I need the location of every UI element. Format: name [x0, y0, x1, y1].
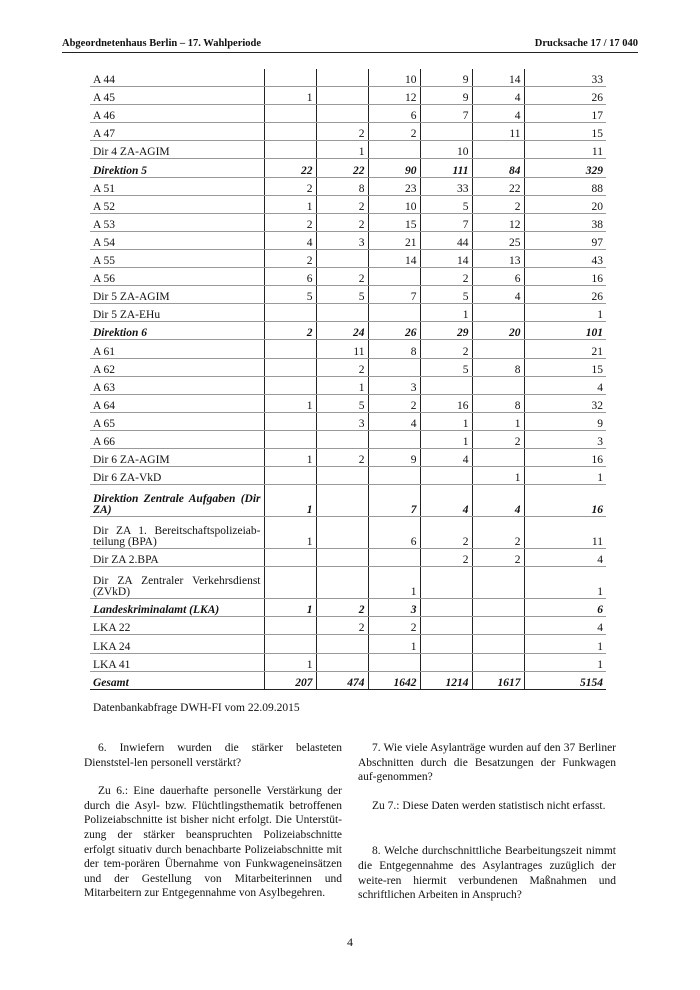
cell-c2: [316, 549, 368, 567]
cell-c2: [316, 485, 368, 517]
cell-c5: [472, 617, 524, 635]
cell-c2: 5: [316, 286, 368, 304]
cell-c5: [472, 567, 524, 599]
cell-c2: 474: [316, 671, 368, 689]
cell-c3: [368, 549, 420, 567]
cell-c2: [316, 635, 368, 653]
cell-c1: [264, 105, 316, 123]
cell-c3: 1: [368, 635, 420, 653]
cell-c5: [472, 599, 524, 617]
cell-c3: 10: [368, 69, 420, 87]
cell-c3: 2: [368, 394, 420, 412]
cell-c3: [368, 430, 420, 448]
cell-c3: 9: [368, 448, 420, 466]
cell-c4: [420, 376, 472, 394]
cell-c6: 15: [524, 358, 606, 376]
cell-c5: [472, 635, 524, 653]
cell-c3: 1: [368, 567, 420, 599]
header-doc-number: Drucksache 17 / 17 040: [534, 38, 638, 49]
cell-c4: 2: [420, 340, 472, 358]
row-label: Dir 5 ZA-EHu: [90, 304, 264, 322]
cell-c1: [264, 141, 316, 159]
answer-7: Zu 7.: Diese Daten werden statistisch nicht erfasst.: [372, 799, 606, 812]
row-label: A 55: [90, 249, 264, 267]
table-row: [90, 485, 606, 517]
row-label: Dir 6 ZA-AGIM: [90, 448, 264, 466]
cell-c4: 14: [420, 249, 472, 267]
table-row: [90, 322, 606, 340]
cell-c3: [368, 304, 420, 322]
cell-c1: [264, 358, 316, 376]
cell-c6: 11: [524, 517, 606, 549]
row-label: A 63: [90, 376, 264, 394]
cell-c3: 14: [368, 249, 420, 267]
cell-c1: [264, 304, 316, 322]
row-label: A 45: [90, 87, 264, 105]
cell-c6: 4: [524, 549, 606, 567]
cell-c4: 2: [420, 549, 472, 567]
cell-c4: [420, 635, 472, 653]
row-label: A 66: [90, 430, 264, 448]
cell-c3: [368, 141, 420, 159]
cell-c5: 2: [472, 195, 524, 213]
cell-c2: [316, 430, 368, 448]
table-row: [90, 69, 606, 87]
row-label: Gesamt: [90, 671, 264, 689]
row-label: Dir 6 ZA-VkD: [90, 467, 264, 485]
cell-c1: 4: [264, 231, 316, 249]
question-7: 7. Wie viele Asylanträge wurden auf den 37 Berliner Abschnitten durch die Besatzungen der Funkwagen auf-genommen?: [358, 742, 616, 784]
cell-c6: 3: [524, 430, 606, 448]
cell-c4: [420, 617, 472, 635]
cell-c1: [264, 567, 316, 599]
cell-c2: 22: [316, 159, 368, 177]
cell-c3: 90: [368, 159, 420, 177]
table-row: [90, 599, 606, 617]
table-row: [90, 123, 606, 141]
cell-c5: 8: [472, 358, 524, 376]
cell-c3: 3: [368, 376, 420, 394]
cell-c2: 2: [316, 599, 368, 617]
header-title: Abgeordnetenhaus Berlin – 17. Wahlperiode: [62, 38, 262, 49]
row-label: A 61: [90, 340, 264, 358]
cell-c3: 2: [368, 123, 420, 141]
cell-c4: 2: [420, 517, 472, 549]
cell-c4: 2: [420, 268, 472, 286]
cell-c2: 2: [316, 123, 368, 141]
table-row: [90, 448, 606, 466]
cell-c6: 16: [524, 485, 606, 517]
cell-c5: 2: [472, 549, 524, 567]
cell-c5: 25: [472, 231, 524, 249]
cell-c3: 26: [368, 322, 420, 340]
table-row: [90, 653, 606, 671]
row-label: A 44: [90, 69, 264, 87]
cell-c1: 207: [264, 671, 316, 689]
table-row: [90, 635, 606, 653]
row-label: LKA 24: [90, 635, 264, 653]
cell-c2: [316, 467, 368, 485]
cell-c3: [368, 358, 420, 376]
cell-c2: 3: [316, 412, 368, 430]
row-label: Dir 4 ZA-AGIM: [90, 141, 264, 159]
table-row: [90, 467, 606, 485]
cell-c6: 1: [524, 467, 606, 485]
cell-c4: [420, 653, 472, 671]
cell-c1: 6: [264, 268, 316, 286]
cell-c2: [316, 653, 368, 671]
row-label: Direktion Zentrale Aufgaben (Dir ZA): [90, 485, 264, 517]
row-label: LKA 41: [90, 653, 264, 671]
cell-c1: [264, 617, 316, 635]
cell-c1: [264, 549, 316, 567]
cell-c5: 4: [472, 286, 524, 304]
row-label: Dir ZA Zentraler Verkehrsdienst (ZVkD): [90, 567, 264, 599]
table-row: [90, 430, 606, 448]
cell-c3: 10: [368, 195, 420, 213]
page-header: [62, 38, 638, 53]
cell-c5: [472, 653, 524, 671]
cell-c1: 22: [264, 159, 316, 177]
cell-c6: 1: [524, 567, 606, 599]
left-column: [84, 741, 342, 901]
cell-c3: 12: [368, 87, 420, 105]
cell-c6: 101: [524, 322, 606, 340]
cell-c2: 8: [316, 177, 368, 195]
table-row: [90, 517, 606, 549]
cell-c6: 1: [524, 653, 606, 671]
cell-c2: 24: [316, 322, 368, 340]
cell-c4: [420, 467, 472, 485]
page-number: 4: [347, 935, 353, 949]
cell-c1: [264, 635, 316, 653]
right-column: [358, 741, 616, 903]
cell-c6: 329: [524, 159, 606, 177]
cell-c5: 11: [472, 123, 524, 141]
cell-c4: 4: [420, 448, 472, 466]
cell-c6: 1: [524, 304, 606, 322]
table-row: [90, 141, 606, 159]
table-row: [90, 177, 606, 195]
row-label: A 65: [90, 412, 264, 430]
cell-c5: 2: [472, 430, 524, 448]
cell-c2: [316, 249, 368, 267]
cell-c4: [420, 123, 472, 141]
cell-c4: 1: [420, 304, 472, 322]
table-row: [90, 671, 606, 689]
cell-c4: 1214: [420, 671, 472, 689]
cell-c2: 11: [316, 340, 368, 358]
cell-c6: 5154: [524, 671, 606, 689]
cell-c2: 2: [316, 195, 368, 213]
table-row: [90, 105, 606, 123]
row-label: A 56: [90, 268, 264, 286]
cell-c4: 4: [420, 485, 472, 517]
row-label: A 53: [90, 213, 264, 231]
cell-c5: 2: [472, 517, 524, 549]
cell-c2: [316, 87, 368, 105]
cell-c1: [264, 69, 316, 87]
row-label: A 64: [90, 394, 264, 412]
cell-c3: [368, 268, 420, 286]
row-label: Dir ZA 2.BPA: [90, 549, 264, 567]
cell-c1: [264, 412, 316, 430]
cell-c4: [420, 599, 472, 617]
cell-c4: 5: [420, 195, 472, 213]
cell-c6: 16: [524, 268, 606, 286]
cell-c1: 1: [264, 517, 316, 549]
cell-c1: 1: [264, 599, 316, 617]
cell-c5: [472, 376, 524, 394]
row-label: Direktion 6: [90, 322, 264, 340]
cell-c6: 21: [524, 340, 606, 358]
table-row: [90, 195, 606, 213]
statistics-table: [90, 69, 606, 690]
row-label: A 51: [90, 177, 264, 195]
table-row: [90, 87, 606, 105]
cell-c1: [264, 430, 316, 448]
cell-c6: 16: [524, 448, 606, 466]
cell-c4: 7: [420, 213, 472, 231]
row-label: LKA 22: [90, 617, 264, 635]
cell-c6: 43: [524, 249, 606, 267]
cell-c5: 8: [472, 394, 524, 412]
cell-c6: 32: [524, 394, 606, 412]
cell-c2: 3: [316, 231, 368, 249]
cell-c6: 97: [524, 231, 606, 249]
table-row: [90, 268, 606, 286]
cell-c4: 1: [420, 430, 472, 448]
question-8: 8. Welche durchschnittliche Bearbeitungszeit nimmt die Entgegennahme des Asylantrages zuzüglich der weite-ren hiermit verbundenen Maßnahmen und schriftlichen Arbeiten in Anspruch?: [358, 845, 616, 902]
cell-c2: [316, 517, 368, 549]
cell-c2: 1: [316, 141, 368, 159]
row-label: A 54: [90, 231, 264, 249]
cell-c6: 33: [524, 69, 606, 87]
question-6: 6. Inwiefern wurden die stärker belasteten Dienststel-len personell verstärkt?: [84, 742, 342, 769]
cell-c2: [316, 304, 368, 322]
row-label: Dir 5 ZA-AGIM: [90, 286, 264, 304]
cell-c1: 1: [264, 87, 316, 105]
cell-c4: 10: [420, 141, 472, 159]
cell-c2: 5: [316, 394, 368, 412]
cell-c5: 84: [472, 159, 524, 177]
cell-c2: 2: [316, 358, 368, 376]
table-row: [90, 231, 606, 249]
cell-c5: 12: [472, 213, 524, 231]
cell-c2: 2: [316, 268, 368, 286]
table-source: Datenbankabfrage DWH-FI vom 22.09.2015: [93, 702, 300, 714]
table-row: [90, 213, 606, 231]
cell-c2: 2: [316, 448, 368, 466]
cell-c3: [368, 467, 420, 485]
table-row: [90, 249, 606, 267]
cell-c3: 4: [368, 412, 420, 430]
cell-c5: 22: [472, 177, 524, 195]
table-row: [90, 549, 606, 567]
cell-c6: 9: [524, 412, 606, 430]
table-row: [90, 358, 606, 376]
cell-c3: 6: [368, 105, 420, 123]
answer-6: Zu 6.: Eine dauerhafte personelle Verstärkung der durch die Asyl- bzw. Flüchtlingsthematik betroffenen Polizeiabschnitte ist bisher nicht erfolgt. Die Unterstüt-zung der stärker beanspruchten Polizeiabschnitte erfolgt situativ durch benachbarte Polizeiabschnitte mit der tem-porären Übernahme von Funkwageneinsätzen und der Gestellung von Mitarbeiterinnen und Mitarbeitern zur Entgegennahme von Asylbegehren.: [84, 785, 342, 900]
cell-c2: 1: [316, 376, 368, 394]
row-label: A 46: [90, 105, 264, 123]
cell-c3: 23: [368, 177, 420, 195]
cell-c1: 5: [264, 286, 316, 304]
cell-c5: 14: [472, 69, 524, 87]
table-row: [90, 340, 606, 358]
row-label: Dir ZA 1. Bereitschaftspolizeiab-teilung (BPA): [90, 517, 264, 549]
cell-c5: 1617: [472, 671, 524, 689]
cell-c1: 1: [264, 195, 316, 213]
table-row: [90, 376, 606, 394]
cell-c3: 3: [368, 599, 420, 617]
cell-c6: 26: [524, 87, 606, 105]
cell-c4: 5: [420, 286, 472, 304]
table-row: [90, 159, 606, 177]
table-row: [90, 617, 606, 635]
table-row: [90, 412, 606, 430]
cell-c5: [472, 448, 524, 466]
cell-c3: 8: [368, 340, 420, 358]
cell-c6: 1: [524, 635, 606, 653]
cell-c4: 44: [420, 231, 472, 249]
cell-c6: 26: [524, 286, 606, 304]
row-label: A 62: [90, 358, 264, 376]
cell-c4: 1: [420, 412, 472, 430]
cell-c6: 4: [524, 376, 606, 394]
cell-c1: 1: [264, 394, 316, 412]
cell-c2: [316, 567, 368, 599]
row-label: Direktion 5: [90, 159, 264, 177]
cell-c3: 21: [368, 231, 420, 249]
cell-c5: 4: [472, 485, 524, 517]
cell-c3: 1642: [368, 671, 420, 689]
cell-c5: [472, 304, 524, 322]
cell-c4: 7: [420, 105, 472, 123]
cell-c1: [264, 123, 316, 141]
cell-c1: 2: [264, 249, 316, 267]
row-label: Landeskriminalamt (LKA): [90, 599, 264, 617]
cell-c5: [472, 141, 524, 159]
cell-c1: [264, 467, 316, 485]
cell-c3: 2: [368, 617, 420, 635]
cell-c2: [316, 105, 368, 123]
cell-c6: 20: [524, 195, 606, 213]
table-row: [90, 394, 606, 412]
cell-c1: [264, 376, 316, 394]
cell-c1: 1: [264, 448, 316, 466]
cell-c4: 33: [420, 177, 472, 195]
cell-c1: 2: [264, 177, 316, 195]
cell-c5: 4: [472, 105, 524, 123]
cell-c2: 2: [316, 617, 368, 635]
cell-c3: 15: [368, 213, 420, 231]
cell-c1: 1: [264, 653, 316, 671]
cell-c5: 4: [472, 87, 524, 105]
cell-c6: 17: [524, 105, 606, 123]
cell-c6: 6: [524, 599, 606, 617]
cell-c4: [420, 567, 472, 599]
table-row: [90, 286, 606, 304]
cell-c6: 15: [524, 123, 606, 141]
cell-c1: 1: [264, 485, 316, 517]
cell-c3: 7: [368, 485, 420, 517]
table-row: [90, 567, 606, 599]
cell-c3: [368, 653, 420, 671]
cell-c5: 13: [472, 249, 524, 267]
cell-c5: 1: [472, 467, 524, 485]
cell-c3: 7: [368, 286, 420, 304]
table-row: [90, 304, 606, 322]
cell-c1: 2: [264, 213, 316, 231]
cell-c4: 29: [420, 322, 472, 340]
cell-c2: 2: [316, 213, 368, 231]
cell-c6: 38: [524, 213, 606, 231]
cell-c5: 6: [472, 268, 524, 286]
row-label: A 52: [90, 195, 264, 213]
cell-c4: 111: [420, 159, 472, 177]
cell-c6: 11: [524, 141, 606, 159]
cell-c1: [264, 340, 316, 358]
cell-c2: [316, 69, 368, 87]
row-label: A 47: [90, 123, 264, 141]
cell-c4: 5: [420, 358, 472, 376]
cell-c4: 9: [420, 87, 472, 105]
cell-c4: 9: [420, 69, 472, 87]
cell-c5: 20: [472, 322, 524, 340]
cell-c6: 4: [524, 617, 606, 635]
cell-c5: 1: [472, 412, 524, 430]
cell-c6: 88: [524, 177, 606, 195]
cell-c5: [472, 340, 524, 358]
cell-c4: 16: [420, 394, 472, 412]
cell-c3: 6: [368, 517, 420, 549]
cell-c1: 2: [264, 322, 316, 340]
